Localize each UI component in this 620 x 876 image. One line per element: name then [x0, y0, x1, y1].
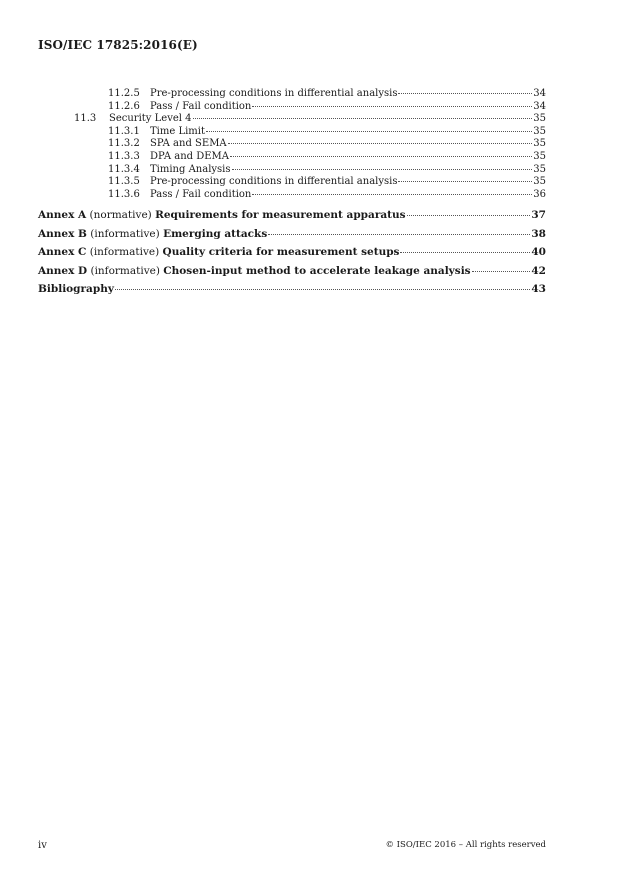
toc-entry-page: 37 — [531, 209, 546, 222]
toc-entry-page: 35 — [533, 176, 546, 188]
toc-entry-page: 34 — [533, 100, 546, 112]
toc-entry-number: 11.3.4 — [108, 163, 140, 175]
copyright-notice: © ISO/IEC 2016 – All rights reserved — [385, 840, 546, 850]
toc-leader-dots — [252, 194, 532, 195]
toc-leader-dots — [268, 234, 530, 235]
annex-type: (normative) — [89, 209, 152, 222]
toc-entry-page: 35 — [533, 138, 546, 150]
toc-annex-entry[interactable] — [38, 246, 546, 259]
toc-entry-title: Pre-processing conditions in differential analysis — [150, 88, 398, 99]
toc-entry[interactable] — [38, 101, 546, 114]
toc-entry-page: 35 — [533, 113, 546, 125]
toc-section-entry[interactable] — [38, 113, 546, 126]
toc-bibliography-entry[interactable] — [38, 283, 546, 296]
toc-entry-title: Pass / Fail condition — [150, 100, 252, 112]
toc-entry-number: 11.2.6 — [108, 100, 140, 112]
toc-leader-dots — [206, 131, 532, 132]
toc-entry-number: 11.3.6 — [108, 188, 140, 200]
toc-entry-number: 11.3.3 — [108, 150, 140, 162]
annex-lead: Annex C — [38, 246, 87, 259]
toc-entry-page: 34 — [533, 88, 546, 99]
toc-leader-dots — [252, 106, 532, 107]
toc-entry-title: Timing Analysis — [150, 163, 231, 175]
toc-entry-page: 35 — [533, 163, 546, 175]
toc-entry-page: 38 — [531, 227, 546, 240]
toc-leader-dots — [228, 143, 533, 144]
toc-entry[interactable] — [38, 88, 546, 101]
toc-entry-page: 35 — [533, 125, 546, 137]
annex-type: (informative) — [90, 264, 160, 277]
toc-entry-page: 36 — [533, 188, 546, 200]
table-of-contents — [38, 88, 546, 296]
toc-entry[interactable] — [38, 138, 546, 151]
toc-entry[interactable] — [38, 126, 546, 139]
toc-entry-page: 43 — [531, 283, 546, 296]
toc-leader-dots — [193, 118, 533, 119]
annex-title: Requirements for measurement apparatus — [155, 209, 406, 222]
annex-lead: Annex A — [38, 209, 87, 222]
annex-title: Emerging attacks — [163, 227, 268, 240]
toc-leader-dots — [115, 289, 530, 290]
toc-annex-label — [38, 209, 406, 222]
toc-entry-title: SPA and SEMA — [150, 138, 227, 150]
toc-entry-number: 11.3.5 — [108, 176, 140, 188]
toc-leader-dots — [472, 271, 531, 272]
toc-entry[interactable] — [38, 151, 546, 164]
toc-annex-label — [38, 246, 399, 259]
toc-annex-label — [38, 228, 267, 241]
toc-entry-title: Time Limit — [150, 125, 205, 137]
toc-entry-number: 11.3.2 — [108, 138, 140, 150]
toc-annex-entry[interactable] — [38, 265, 546, 278]
toc-entry[interactable] — [38, 164, 546, 177]
annex-title: Chosen-input method to accelerate leakage analysis — [163, 264, 471, 277]
toc-leader-dots — [230, 156, 532, 157]
toc-leader-dots — [232, 169, 533, 170]
toc-entry-title: Pass / Fail condition — [150, 188, 252, 200]
toc-entry-page: 40 — [531, 246, 546, 259]
toc-entry-number: 11.3.1 — [108, 125, 140, 137]
annex-title: Quality criteria for measurement setups — [162, 246, 400, 259]
toc-entry-number: 11.3 — [74, 113, 97, 125]
toc-leader-dots — [407, 215, 531, 216]
toc-leader-dots — [398, 93, 532, 94]
annex-type: (informative) — [90, 227, 160, 240]
annex-lead: Annex B — [38, 227, 87, 240]
toc-entry-number: 11.2.5 — [108, 88, 140, 99]
toc-leader-dots — [398, 181, 532, 182]
toc-entry-page: 42 — [531, 264, 546, 277]
toc-annex-label — [38, 265, 471, 278]
toc-entry-title: Bibliography — [38, 283, 114, 296]
toc-entry-title: Security Level 4 — [109, 113, 192, 125]
toc-leader-dots — [400, 252, 530, 253]
document-header: ISO/IEC 17825:2016(E) — [38, 38, 198, 52]
annex-type: (informative) — [89, 246, 160, 259]
toc-entry-page: 35 — [533, 150, 546, 162]
annex-lead: Annex D — [38, 264, 88, 277]
toc-entry-title: DPA and DEMA — [150, 150, 229, 162]
page-number: iv — [38, 840, 47, 851]
toc-entry[interactable] — [38, 176, 546, 189]
toc-annex-entry[interactable] — [38, 228, 546, 241]
toc-entry[interactable] — [38, 189, 546, 202]
toc-entry-title: Pre-processing conditions in differential analysis — [150, 176, 398, 188]
toc-annex-entry[interactable] — [38, 209, 546, 222]
